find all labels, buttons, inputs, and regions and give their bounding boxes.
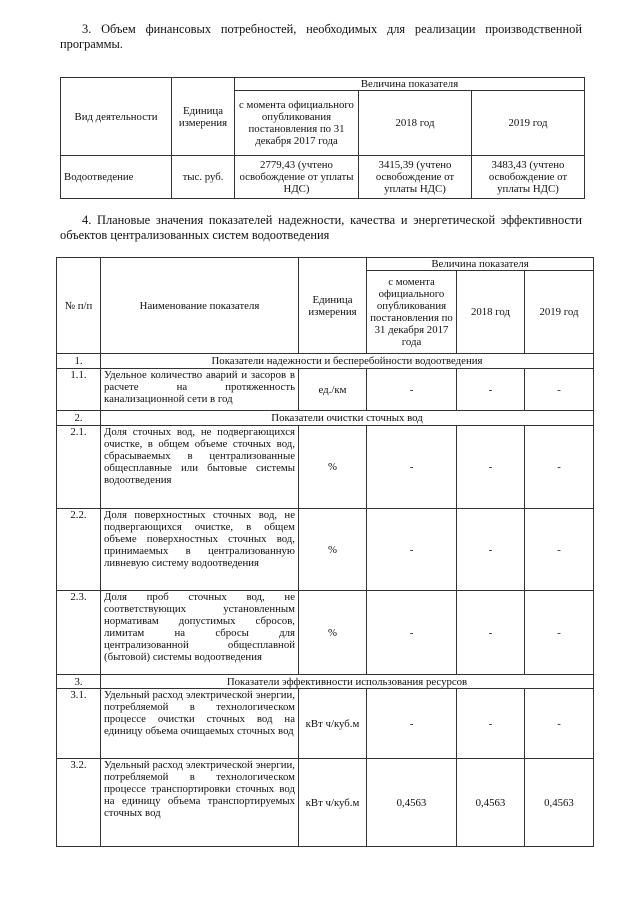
indicators-table — [56, 257, 594, 847]
t1-header-value-group: Величина показателя — [235, 78, 585, 91]
row-v2018: - — [457, 426, 525, 509]
row-v2019: - — [525, 369, 594, 411]
row-unit: кВт ч/куб.м — [299, 689, 367, 759]
row-name: Доля сточных вод, не подвергающихся очистке, в общем объеме сточных вод, сбрасываемых в централизованные общесплавные или бытовые системы водоотведения — [101, 426, 299, 509]
row-v2017: - — [367, 426, 457, 509]
row-v2019: - — [525, 591, 594, 675]
group-num: 2. — [57, 411, 101, 426]
row-v2018: - — [457, 369, 525, 411]
t1-header-activity: Вид деятельности — [61, 78, 172, 156]
row-unit: ед./км — [299, 369, 367, 411]
row-name: Доля проб сточных вод, не соответствующих установленным нормативам допустимых сбросов, лимитам на сбросы для централизованной общесплавной (бытовой) системы водоотведения — [101, 591, 299, 675]
row-v2018: - — [457, 689, 525, 759]
t2-header-2019: 2019 год — [525, 271, 594, 354]
t2-header-2018: 2018 год — [457, 271, 525, 354]
row-v2018: - — [457, 509, 525, 591]
row-name: Удельное количество аварий и засоров в расчете на протяженность канализационной сети в год — [101, 369, 299, 411]
t2-header-num: № п/п — [57, 258, 101, 354]
t1-cell-2018: 3415,39 (учтено освобождение от уплаты НДС) — [359, 156, 472, 199]
row-v2019: - — [525, 509, 594, 591]
group-num: 3. — [57, 675, 101, 689]
row-v2018: 0,4563 — [457, 759, 525, 847]
t1-header-unit: Единица измерения — [172, 78, 235, 156]
row-v2019: - — [525, 689, 594, 759]
row-name: Удельный расход электрической энергии, потребляемой в технологическом процессе очистки сточных вод на единицу объема очищаемых сточных вод — [101, 689, 299, 759]
row-v2017: - — [367, 689, 457, 759]
row-num: 2.1. — [57, 426, 101, 509]
row-v2018: - — [457, 591, 525, 675]
t1-cell-unit: тыс. руб. — [172, 156, 235, 199]
t1-header-2018: 2018 год — [359, 91, 472, 156]
t2-header-name: Наименование показателя — [101, 258, 299, 354]
row-v2017: - — [367, 591, 457, 675]
row-num: 1.1. — [57, 369, 101, 411]
section4-heading: 4. Плановые значения показателей надежности, качества и энергетической эффективности объектов централизованных систем водоотведения — [60, 213, 582, 242]
t1-cell-2017: 2779,43 (учтено освобождение от уплаты НДС) — [235, 156, 359, 199]
row-num: 2.2. — [57, 509, 101, 591]
t2-header-value-group: Величина показателя — [367, 258, 594, 271]
row-v2017: - — [367, 369, 457, 411]
financial-needs-table — [60, 77, 585, 199]
row-v2019: 0,4563 — [525, 759, 594, 847]
row-num: 3.2. — [57, 759, 101, 847]
row-num: 3.1. — [57, 689, 101, 759]
t2-header-unit: Единица измерения — [299, 258, 367, 354]
row-unit: % — [299, 509, 367, 591]
group-title: Показатели эффективности использования ресурсов — [101, 675, 594, 689]
t1-cell-2019: 3483,43 (учтено освобождение от уплаты НДС) — [472, 156, 585, 199]
row-unit: кВт ч/куб.м — [299, 759, 367, 847]
row-v2017: 0,4563 — [367, 759, 457, 847]
section3-heading: 3. Объем финансовых потребностей, необходимых для реализации производственной программы. — [60, 22, 582, 51]
t1-header-from: с момента официального опубликования постановления по 31 декабря 2017 года — [235, 91, 359, 156]
group-num: 1. — [57, 354, 101, 369]
row-name: Удельный расход электрической энергии, потребляемой в технологическом процессе транспортировки сточных вод на единицу объема транспортируемых сточных вод — [101, 759, 299, 847]
row-unit: % — [299, 426, 367, 509]
row-v2017: - — [367, 509, 457, 591]
row-unit: % — [299, 591, 367, 675]
row-num: 2.3. — [57, 591, 101, 675]
row-name: Доля поверхностных сточных вод, не подвергающихся очистке, в общем объеме поверхностных сточных вод, принимаемых в централизованную ливневую систему водоотведения — [101, 509, 299, 591]
t1-cell-activity: Водоотведение — [61, 156, 172, 199]
group-title: Показатели очистки сточных вод — [101, 411, 594, 426]
t1-header-2019: 2019 год — [472, 91, 585, 156]
group-title: Показатели надежности и бесперебойности водоотведения — [101, 354, 594, 369]
t2-header-from: с момента официального опубликования постановления по 31 декабря 2017 года — [367, 271, 457, 354]
row-v2019: - — [525, 426, 594, 509]
